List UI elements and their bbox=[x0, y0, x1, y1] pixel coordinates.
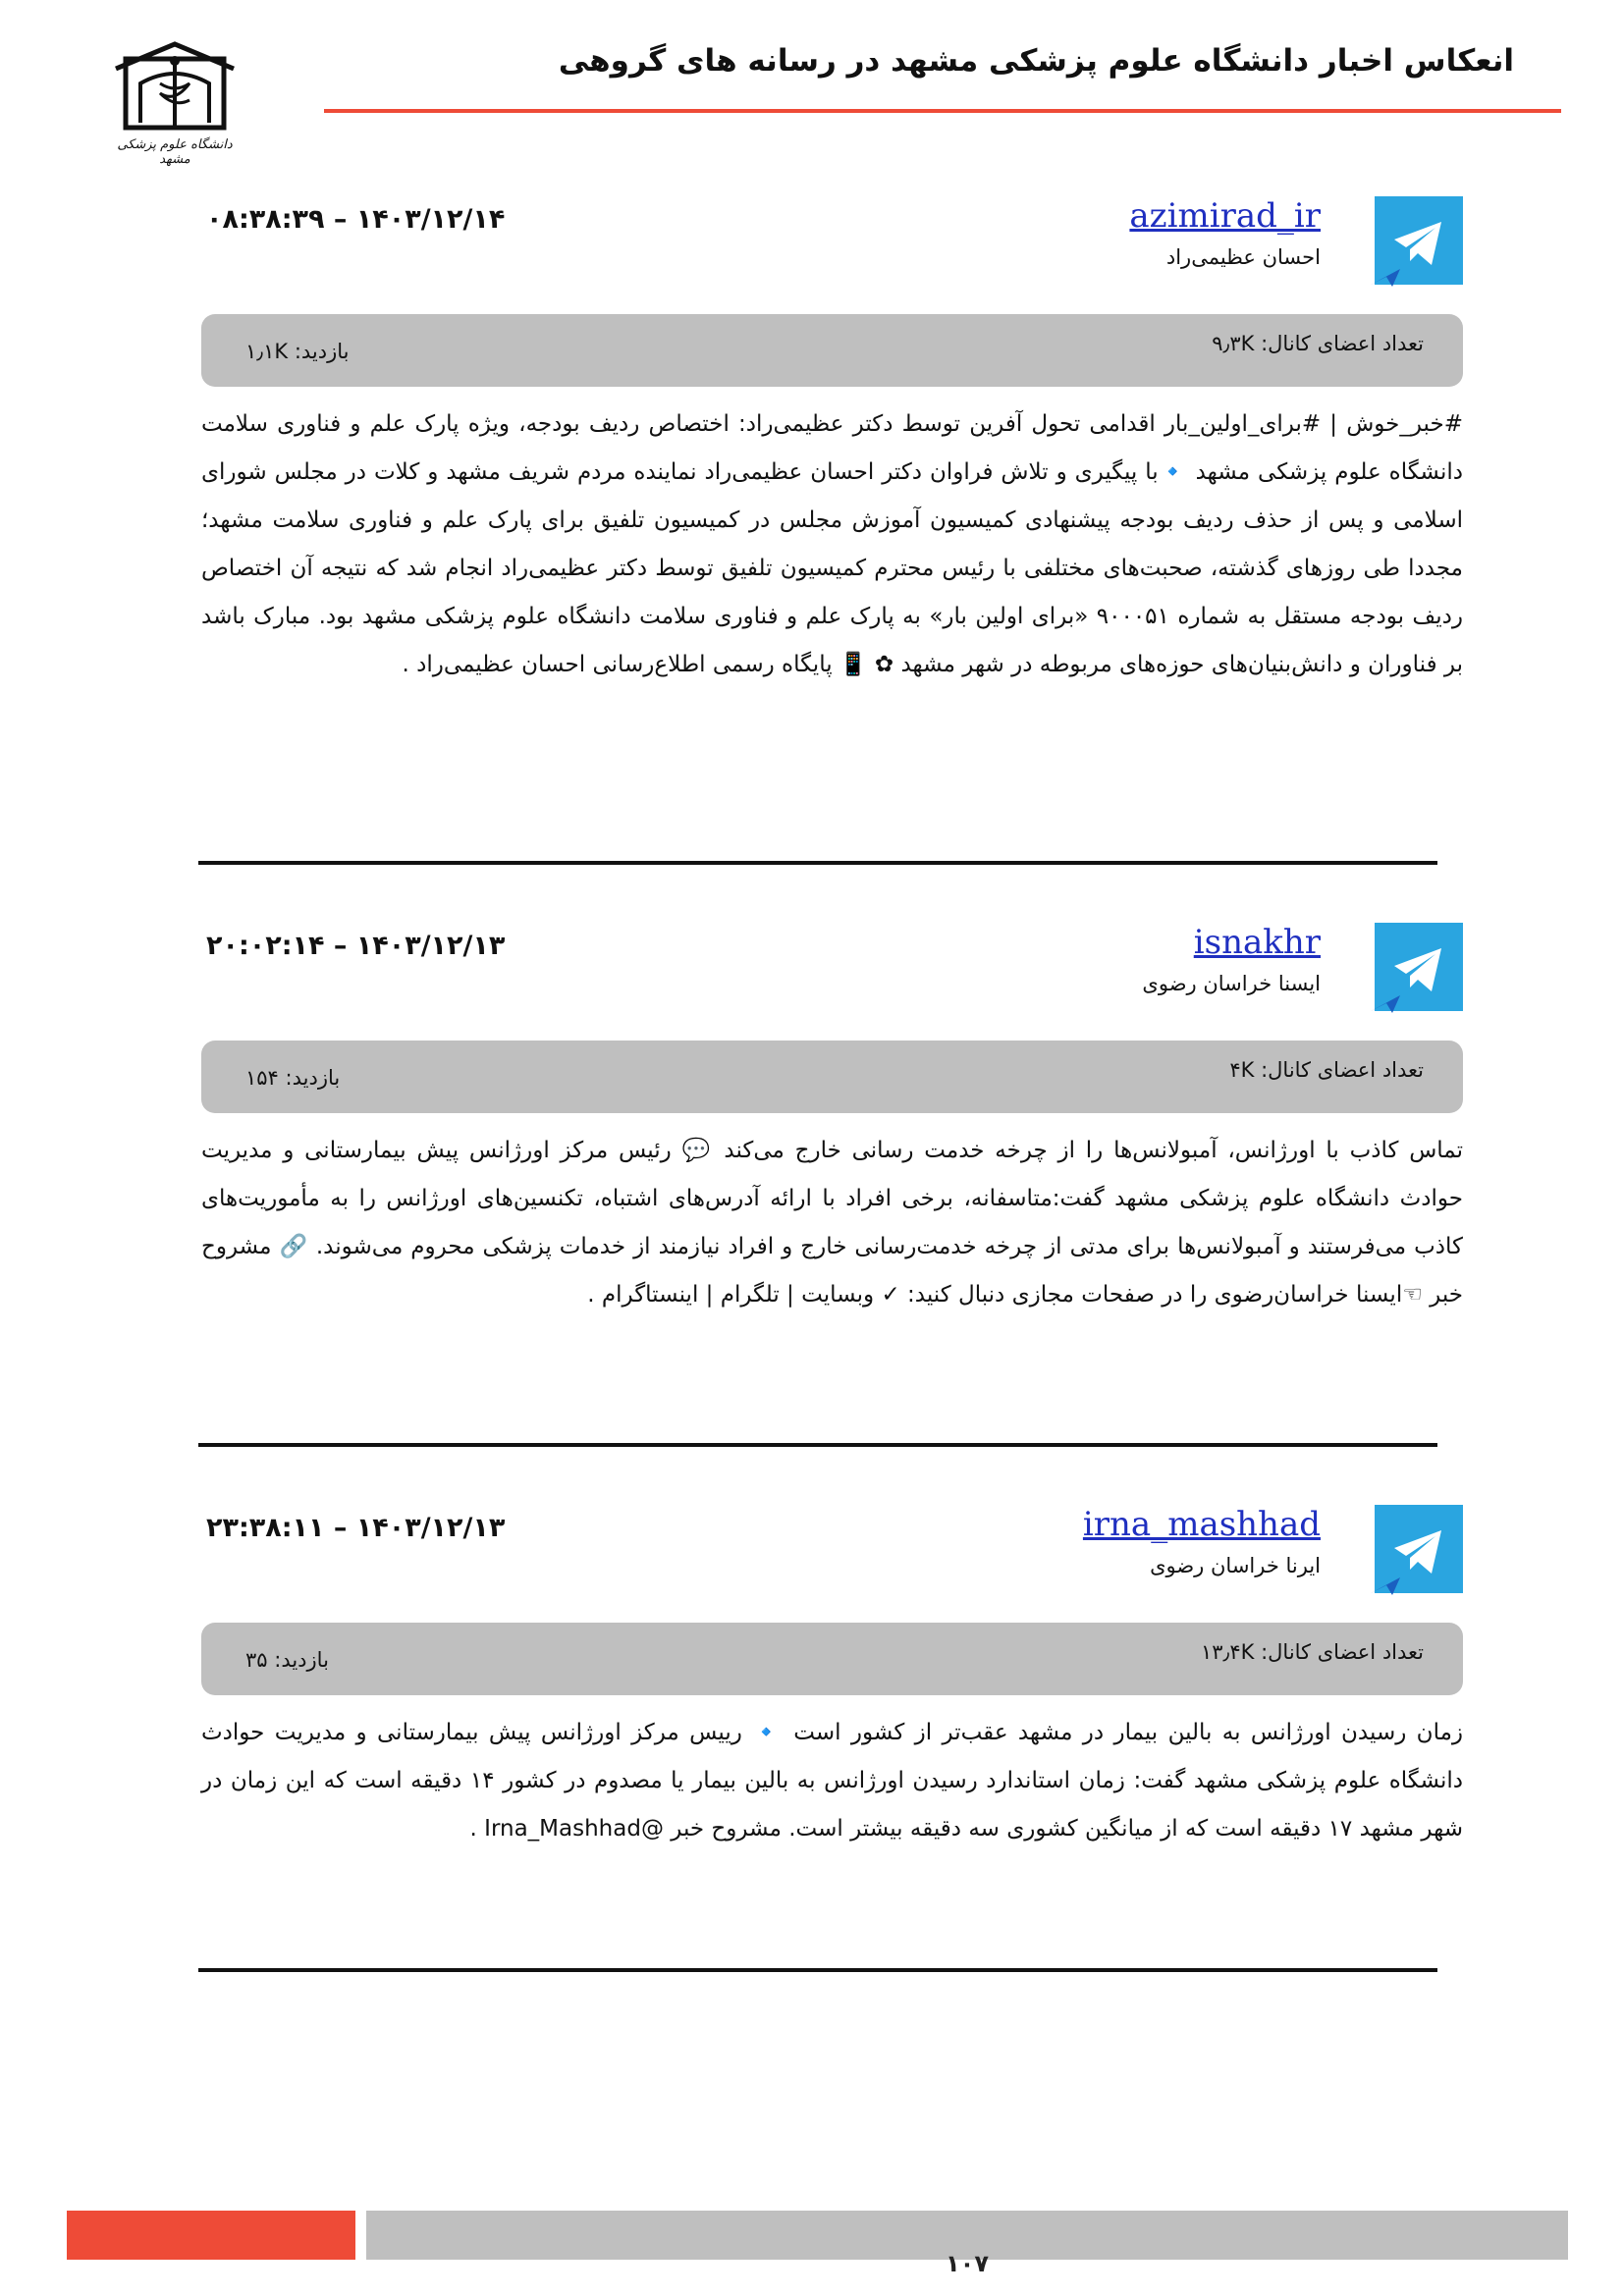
post-divider bbox=[198, 1968, 1437, 1972]
channel-name: ایسنا خراسان رضوی bbox=[1142, 972, 1321, 995]
news-post bbox=[196, 923, 1463, 1319]
post-body: #خبر_خوش | #برای_اولین_بار اقدامی تحول آفرین توسط دکتر عظیمی‌راد: اختصاص ردیف بودجه، ویژه پارک علم و فناوری سلامت دانشگاه علوم پزشکی مشهد 🔹با پیگیری و تلاش فراوان دکتر احسان عظیمی‌راد نماینده مردم شریف مشهد و کلات در مجلس شورای اسلامی و پس از حذف ردیف بودجه پیشنهادی کمیسیون آموزش مجلس در کمیسیون تلفیق برای پارک علم و فناوری سلامت مشهد؛ مجددا طی روزهای گذشته، صحبت‌های مختلفی با رئیس محترم کمیسیون تلفیق توسط دکتر عظیمی‌راد انجام شد که نتیجه آن اختصاص ردیف بودجه مستقل به شماره ۹۰۰۰۵۱ «برای اولین بار» به پارک علم و فناوری سلامت دانشگاه علوم پزشکی مشهد بود. مبارک باشد بر فناوران و دانش‌بنیان‌های حوزه‌های مربوطه در شهر مشهد ✿ 📱 پایگاه رسمی اطلاع‌رسانی احسان عظیمی‌راد . bbox=[201, 411, 1463, 677]
post-body: زمان رسیدن اورژانس به بالین بیمار در مشهد عقب‌تر از کشور است 🔹 رییس مرکز اورژانس پیش بیمارستانی و مدیریت حوادث دانشگاه علوم پزشکی مشهد گفت: زمان استاندارد رسیدن اورژانس به بالین بیمار یا مصدوم در کشور ۱۴ دقیقه است که این زمان در شهر مشهد ۱۷ دقیقه است که از میانگین کشوری سه دقیقه بیشتر است. مشروح خبر @Irna_Mashhad . bbox=[201, 1720, 1464, 1842]
post-datetime: ۲۳:۳۸:۱۱ – ۱۴۰۳/۱۲/۱۳ bbox=[206, 1513, 506, 1543]
telegram-icon bbox=[1371, 1505, 1463, 1597]
telegram-icon bbox=[1371, 196, 1463, 289]
university-emblem-icon bbox=[106, 39, 244, 137]
page-title: انعکاس اخبار دانشگاه علوم پزشکی مشهد در رسانه های گروهی bbox=[558, 43, 1514, 79]
news-post bbox=[196, 196, 1463, 689]
header-divider bbox=[324, 109, 1561, 113]
channel-name: ایرنا خراسان رضوی bbox=[1150, 1554, 1321, 1577]
channel-link[interactable]: irna_mashhad bbox=[1082, 1505, 1321, 1544]
post-divider bbox=[198, 1443, 1437, 1447]
university-logo bbox=[106, 39, 244, 167]
stats-bar bbox=[201, 1623, 1463, 1695]
view-count: بازدید: ۱۵۴ bbox=[245, 1066, 341, 1090]
post-body: تماس کاذب با اورژانس، آمبولانس‌ها را از چرخه خدمت رسانی خارج می‌کند 💬 رئیس مرکز اورژانس پیش بیمارستانی و مدیریت حوادث دانشگاه علوم پزشکی مشهد گفت:متاسفانه، برخی افراد با ارائه آدرس‌های اشتباه، تکنسین‌های اورژانس را به مأموریت‌های کاذب می‌فرستند و آمبولانس‌ها برای مدتی از چرخه خدمت‌رسانی خارج و افراد نیازمند از خدمات پزشکی محروم می‌شوند. 🔗 مشروح خبر ☜ایسنا خراسان‌رضوی را در صفحات مجازی دنبال کنید: ✓ وبسایت | تلگرام | اینستاگرام . bbox=[201, 1138, 1463, 1308]
view-count: بازدید: ۱٫۱K bbox=[245, 340, 350, 363]
page-number: ۱۰۷ bbox=[946, 2250, 989, 2277]
member-count: تعداد اعضای کانال: ۴K bbox=[1229, 1058, 1424, 1082]
channel-link[interactable]: azimirad_ir bbox=[1129, 196, 1321, 236]
member-count: تعداد اعضای کانال: ۹٫۳K bbox=[1212, 332, 1424, 355]
telegram-icon bbox=[1371, 923, 1463, 1015]
channel-name: احسان عظیمی‌راد bbox=[1165, 245, 1321, 269]
member-count: تعداد اعضای کانال: ۱۳٫۴K bbox=[1200, 1640, 1424, 1664]
footer-accent-bar bbox=[67, 2211, 355, 2260]
view-count: بازدید: ۳۵ bbox=[245, 1648, 329, 1672]
channel-link[interactable]: isnakhr bbox=[1193, 923, 1321, 962]
stats-bar bbox=[201, 1041, 1463, 1113]
logo-caption: دانشگاه علوم پزشکی مشهد bbox=[117, 137, 233, 167]
post-datetime: ۲۰:۰۲:۱۴ – ۱۴۰۳/۱۲/۱۳ bbox=[206, 931, 506, 961]
post-divider bbox=[198, 861, 1437, 865]
post-datetime: ۰۸:۳۸:۳۹ – ۱۴۰۳/۱۲/۱۴ bbox=[206, 204, 506, 235]
news-post bbox=[196, 1505, 1463, 1853]
stats-bar bbox=[201, 314, 1463, 387]
